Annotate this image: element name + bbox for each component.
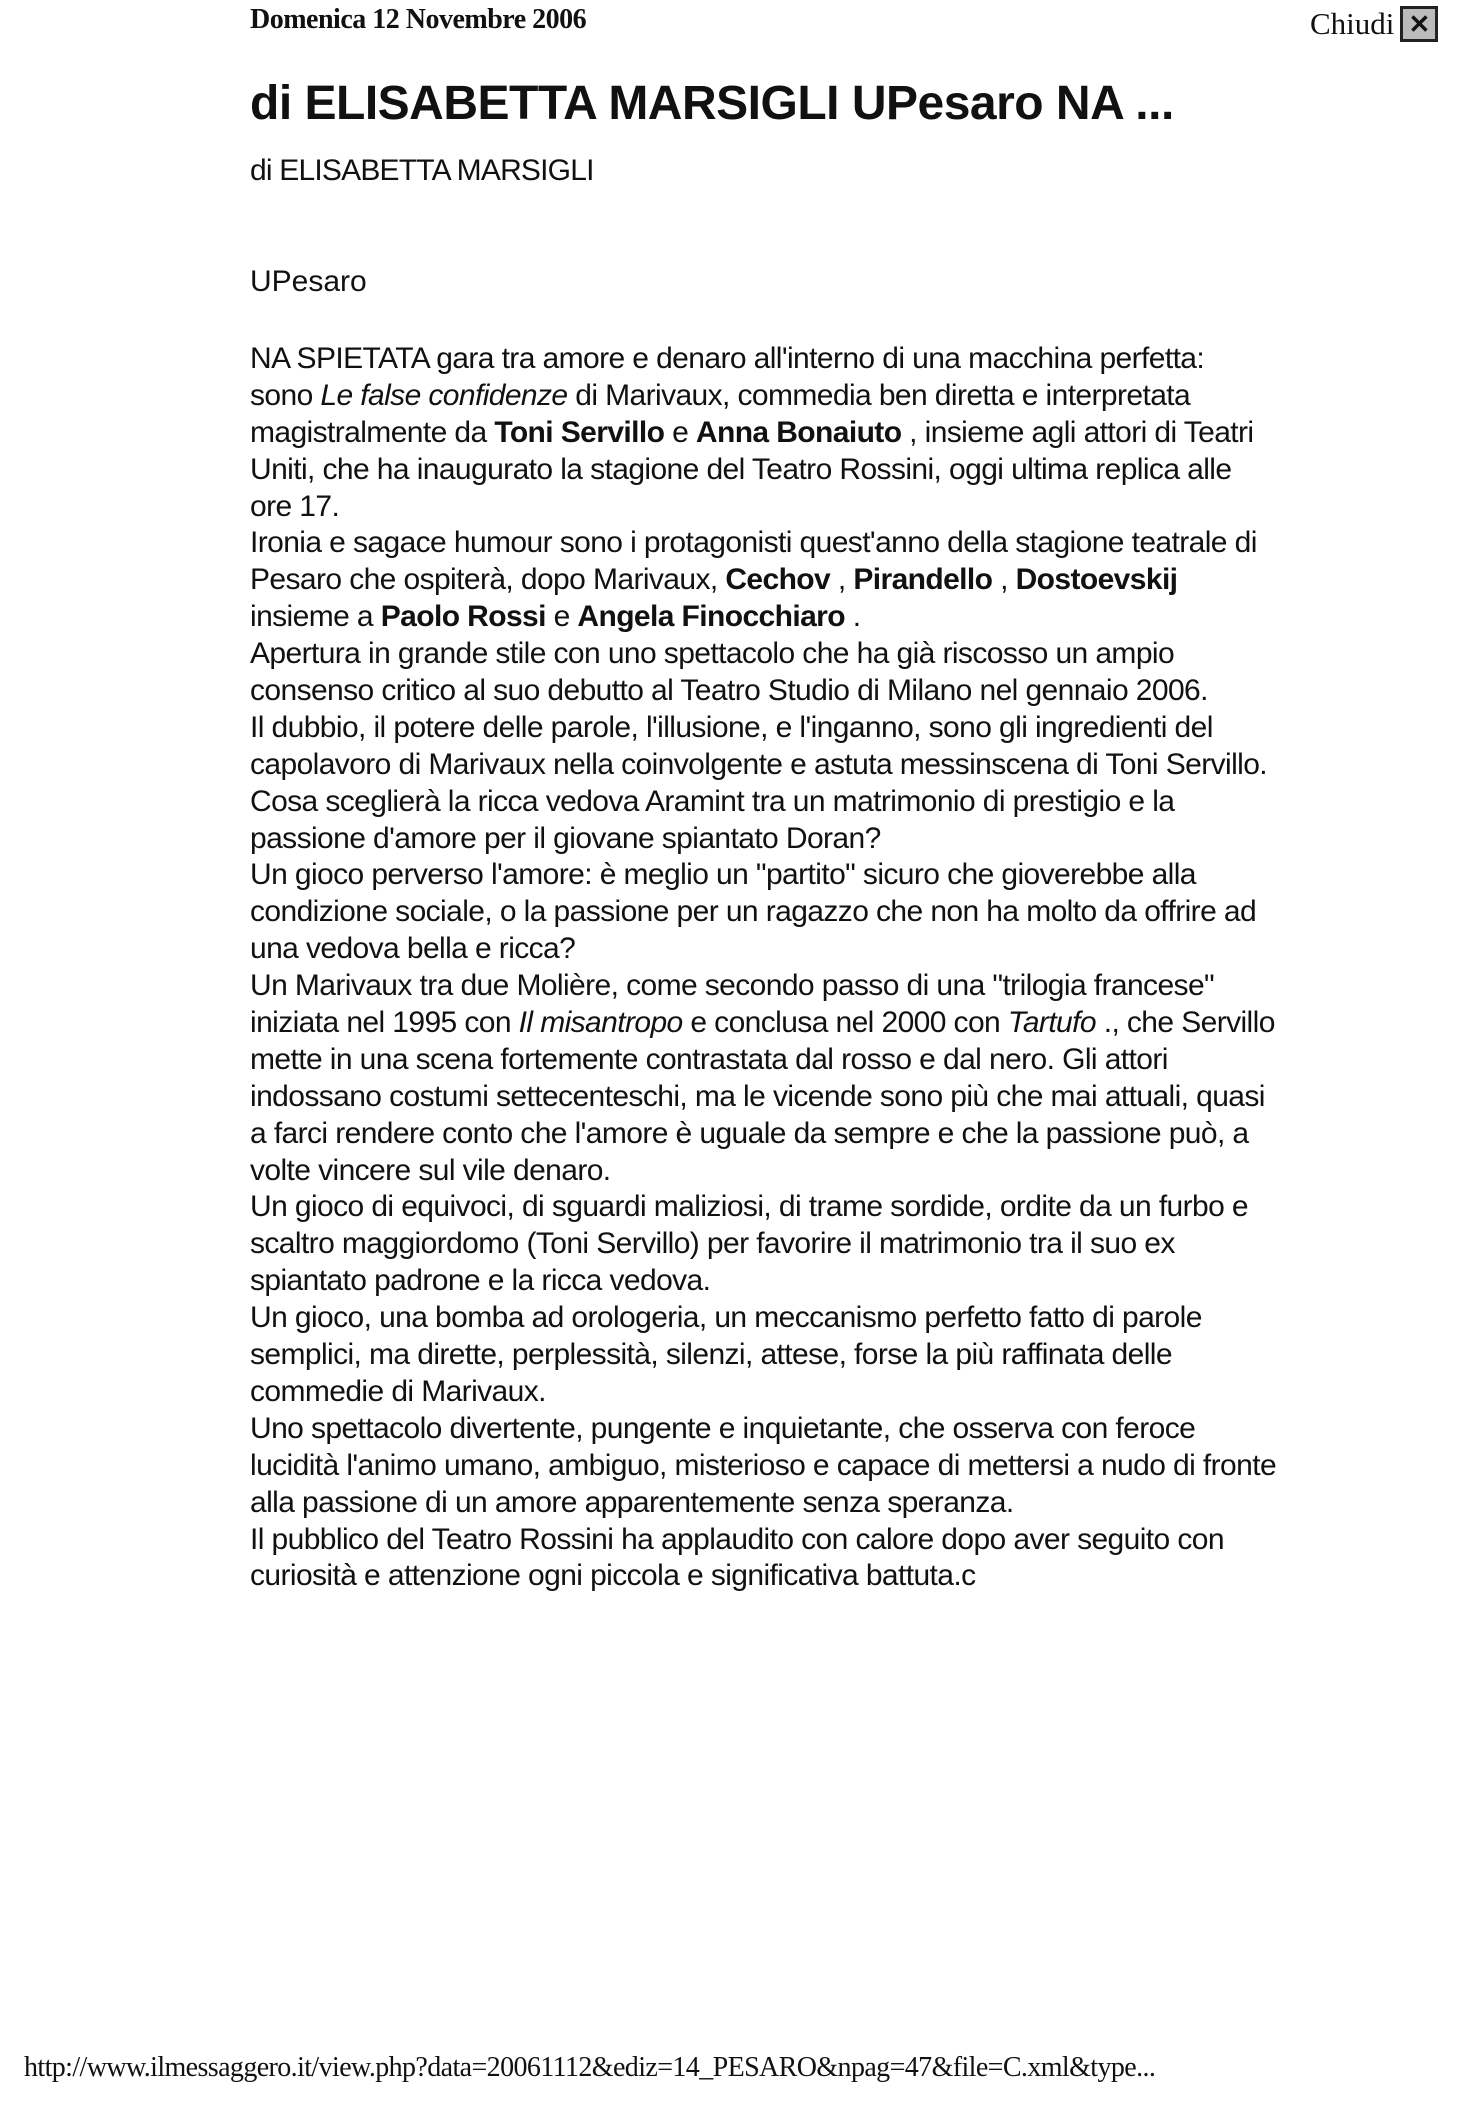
article-title: di ELISABETTA MARSIGLI UPesaro NA ...: [250, 77, 1174, 130]
text-segment: e: [664, 415, 696, 449]
bold-name: Angela Finocchiaro: [577, 600, 845, 634]
article-text-line: [250, 1522, 1450, 1559]
text-segment: ., che Servillo: [1095, 1006, 1275, 1040]
bold-name: Toni Servillo: [494, 415, 665, 449]
article-text-line: [250, 599, 1450, 636]
article-text-line: [250, 1448, 1450, 1485]
text-segment: a farci rendere conto che l'amore è uguale da sempre e che la passione può, a: [250, 1116, 1249, 1150]
article-text-line: [250, 1226, 1450, 1263]
article-text-line: [250, 1485, 1450, 1522]
text-segment: spiantato padrone e la ricca vedova.: [250, 1264, 711, 1298]
text-segment: di Marivaux, commedia ben diretta e interpretata: [567, 378, 1191, 412]
article-text-line: [250, 1116, 1450, 1153]
italic-title: Il misantropo: [518, 1006, 683, 1040]
text-segment: indossano costumi settecenteschi, ma le vicende sono più che mai attuali, quasi: [250, 1079, 1265, 1113]
article-text-line: [250, 673, 1450, 710]
text-segment: Ironia e sagace humour sono i protagonisti quest'anno della stagione teatrale di: [250, 526, 1257, 560]
article-text-line: [250, 452, 1450, 489]
text-segment: alla passione di un amore apparentemente senza speranza.: [250, 1485, 1014, 1519]
page-url-link[interactable]: http://www.ilmessaggero.it/view.php?data=20061112&ediz=14_PESARO&npag=47&file=C.xml&type...: [24, 2052, 1156, 2083]
text-segment: Uniti, che ha inaugurato la stagione del Teatro Rossini, oggi ultima replica alle: [250, 452, 1232, 486]
close-x-icon[interactable]: ✕: [1400, 6, 1438, 42]
text-segment: mette in una scena fortemente contrastata dal rosso e dal nero. Gli attori: [250, 1042, 1168, 1076]
text-segment: Apertura in grande stile con uno spettacolo che ha già riscosso un ampio: [250, 637, 1175, 671]
text-segment: sono: [250, 378, 321, 412]
text-segment: NA SPIETATA gara tra amore e denaro all'interno di una macchina perfetta:: [250, 342, 1205, 375]
text-segment: Un gioco, una bomba ad orologeria, un meccanismo perfetto fatto di parole: [250, 1301, 1202, 1335]
article-text-line: [250, 1153, 1450, 1190]
article-text-line: [250, 1411, 1450, 1448]
text-segment: curiosità e attenzione ogni piccola e significativa battuta.c: [250, 1559, 976, 1593]
bold-name: Dostoevskij: [1015, 563, 1178, 597]
article-text-line: [250, 968, 1450, 1005]
text-segment: magistralmente da: [250, 415, 495, 449]
close-button[interactable]: [1310, 6, 1438, 42]
article-text-line: [250, 821, 1450, 858]
article-byline: di ELISABETTA MARSIGLI: [250, 154, 594, 187]
text-segment: Un gioco di equivoci, di sguardi maliziosi, di trame sordide, ordite da un furbo e: [250, 1190, 1249, 1224]
text-segment: Cosa sceglierà la ricca vedova Aramint tra un matrimonio di prestigio e la: [250, 784, 1175, 818]
text-segment: scaltro maggiordomo (Toni Servillo) per favorire il matrimonio tra il suo ex: [250, 1227, 1175, 1261]
text-segment: Il dubbio, il potere delle parole, l'illusione, e l'inganno, sono gli ingredienti del: [250, 710, 1213, 744]
text-segment: lucidità l'animo umano, ambiguo, misterioso e capace di mettersi a nudo di fronte: [250, 1448, 1277, 1482]
article-text-line: [250, 1558, 1450, 1595]
text-segment: Un Marivaux tra due Molière, come secondo passo di una "trilogia francese": [250, 969, 1215, 1003]
article-text-line: [250, 931, 1450, 968]
text-segment: capolavoro di Marivaux nella coinvolgente e astuta messinscena di Toni Servillo.: [250, 747, 1268, 781]
text-segment: consenso critico al suo debutto al Teatro Studio di Milano nel gennaio 2006.: [250, 674, 1208, 708]
article-text-line: [250, 378, 1450, 415]
text-segment: .: [845, 600, 861, 634]
text-segment: insieme a: [250, 600, 381, 634]
text-segment: passione d'amore per il giovane spiantato Doran?: [250, 821, 881, 855]
article-text-line: [250, 341, 1450, 378]
article-text-line: [250, 1374, 1450, 1411]
bold-name: Cechov: [725, 563, 831, 597]
text-segment: e conclusa nel 2000 con: [682, 1006, 1008, 1040]
text-segment: commedie di Marivaux.: [250, 1374, 546, 1408]
text-segment: ore 17.: [250, 489, 340, 523]
text-segment: condizione sociale, o la passione per un ragazzo che non ha molto da offrire ad: [250, 895, 1257, 929]
text-segment: Uno spettacolo divertente, pungente e inquietante, che osserva con feroce: [250, 1411, 1196, 1445]
article-text-line: [250, 1005, 1450, 1042]
article-text-line: [250, 1079, 1450, 1116]
text-segment: iniziata nel 1995 con: [250, 1006, 519, 1040]
text-segment: una vedova bella e ricca?: [250, 932, 576, 966]
article-text-line: [250, 636, 1450, 673]
article-text-line: [250, 562, 1450, 599]
article-text-line: [250, 894, 1450, 931]
article-text-line: [250, 1042, 1450, 1079]
text-segment: ,: [830, 563, 854, 597]
text-segment: Pesaro che ospiterà, dopo Marivaux,: [250, 563, 726, 597]
article-text-line: [250, 710, 1450, 747]
italic-title: Tartufo: [1007, 1006, 1096, 1040]
text-segment: Il pubblico del Teatro Rossini ha applaudito con calore dopo aver seguito con: [250, 1522, 1224, 1556]
bold-name: Pirandello: [853, 563, 993, 597]
close-label: Chiudi: [1310, 6, 1395, 41]
article-text-line: [250, 1189, 1450, 1226]
article-text-line: [250, 415, 1450, 452]
article-text-line: [250, 1337, 1450, 1374]
text-segment: , insieme agli attori di Teatri: [901, 415, 1254, 449]
article-text-line: [250, 857, 1450, 894]
italic-title: Le false confidenze: [320, 378, 568, 412]
article-date: Domenica 12 Novembre 2006: [250, 4, 587, 35]
article-place: UPesaro: [250, 265, 367, 298]
article-text-line: [250, 1263, 1450, 1300]
article-text-line: [250, 747, 1450, 784]
text-segment: semplici, ma dirette, perplessità, silenzi, attese, forse la più raffinata delle: [250, 1338, 1172, 1372]
article-text-line: [250, 784, 1450, 821]
article-text-line: [250, 489, 1450, 526]
article-text-line: [250, 1300, 1450, 1337]
bold-name: Anna Bonaiuto: [695, 415, 902, 449]
text-segment: ,: [992, 563, 1016, 597]
text-segment: e: [545, 600, 578, 634]
text-segment: volte vincere sul vile denaro.: [250, 1153, 611, 1187]
text-segment: Un gioco perverso l'amore: è meglio un "partito" sicuro che gioverebbe alla: [250, 858, 1196, 892]
article-body: [250, 341, 1450, 1595]
article-text-line: [250, 525, 1450, 562]
bold-name: Paolo Rossi: [380, 600, 546, 634]
